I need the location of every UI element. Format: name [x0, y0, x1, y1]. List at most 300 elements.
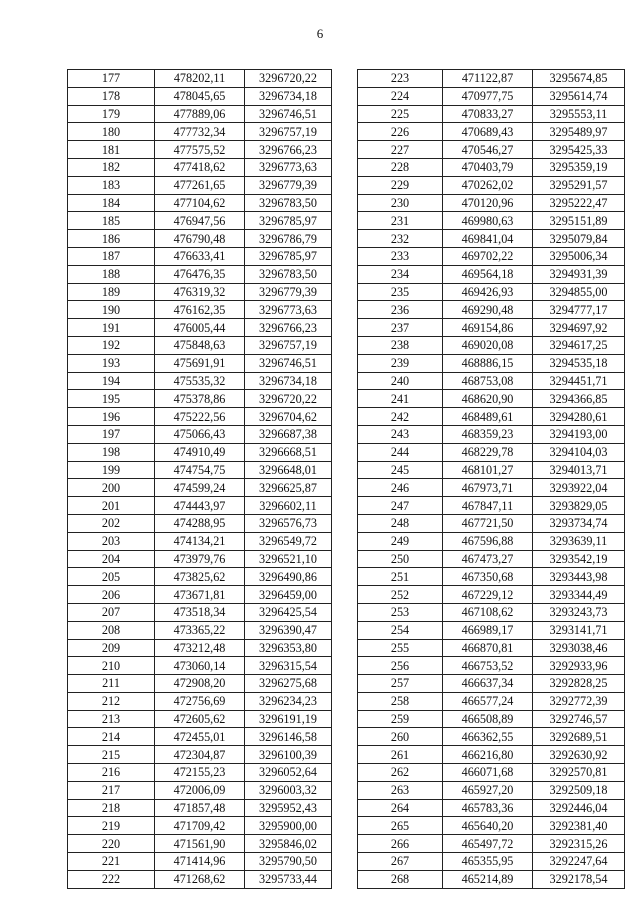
table-row	[358, 336, 625, 354]
y-coordinate-cell: 3293038,46	[533, 639, 625, 657]
x-coordinate-cell: 476790,48	[155, 230, 245, 248]
y-coordinate-cell: 3295553,11	[533, 105, 625, 123]
point-number-cell: 250	[358, 550, 443, 568]
x-coordinate-cell: 473825,62	[155, 568, 245, 586]
table-row	[68, 70, 332, 88]
x-coordinate-cell: 471709,42	[155, 817, 245, 835]
table-row	[358, 479, 625, 497]
y-coordinate-cell: 3292772,39	[533, 692, 625, 710]
x-coordinate-cell: 468753,08	[443, 372, 533, 390]
table-row	[68, 283, 332, 301]
x-coordinate-cell: 470403,79	[443, 158, 533, 176]
point-number-cell: 236	[358, 301, 443, 319]
point-number-cell: 263	[358, 781, 443, 799]
point-number-cell: 225	[358, 105, 443, 123]
point-number-cell: 200	[68, 479, 155, 497]
point-number-cell: 198	[68, 443, 155, 461]
y-coordinate-cell: 3296766,23	[245, 141, 332, 159]
x-coordinate-cell: 470546,27	[443, 141, 533, 159]
y-coordinate-cell: 3292933,96	[533, 657, 625, 675]
y-coordinate-cell: 3295900,00	[245, 817, 332, 835]
table-row	[358, 835, 625, 853]
x-coordinate-cell: 470977,75	[443, 87, 533, 105]
x-coordinate-cell: 472304,87	[155, 746, 245, 764]
y-coordinate-cell: 3296783,50	[245, 265, 332, 283]
point-number-cell: 265	[358, 817, 443, 835]
y-coordinate-cell: 3296353,80	[245, 639, 332, 657]
table-row	[68, 586, 332, 604]
point-number-cell: 217	[68, 781, 155, 799]
table-row	[68, 247, 332, 265]
x-coordinate-cell: 474443,97	[155, 497, 245, 515]
y-coordinate-cell: 3296773,63	[245, 158, 332, 176]
table-row	[68, 799, 332, 817]
x-coordinate-cell: 465640,20	[443, 817, 533, 835]
y-coordinate-cell: 3296648,01	[245, 461, 332, 479]
x-coordinate-cell: 466216,80	[443, 746, 533, 764]
point-number-cell: 183	[68, 176, 155, 194]
y-coordinate-cell: 3296602,11	[245, 497, 332, 515]
table-row	[68, 390, 332, 408]
x-coordinate-cell: 477418,62	[155, 158, 245, 176]
y-coordinate-cell: 3295614,74	[533, 87, 625, 105]
y-coordinate-cell: 3292178,54	[533, 870, 625, 888]
table-row	[68, 603, 332, 621]
point-number-cell: 177	[68, 70, 155, 88]
point-number-cell: 224	[358, 87, 443, 105]
coordinates-table-right	[357, 69, 625, 889]
y-coordinate-cell: 3296734,18	[245, 372, 332, 390]
x-coordinate-cell: 477889,06	[155, 105, 245, 123]
point-number-cell: 188	[68, 265, 155, 283]
y-coordinate-cell: 3296668,51	[245, 443, 332, 461]
table-row	[358, 105, 625, 123]
table-row	[68, 479, 332, 497]
y-coordinate-cell: 3296425,54	[245, 603, 332, 621]
x-coordinate-cell: 466753,52	[443, 657, 533, 675]
x-coordinate-cell: 478202,11	[155, 70, 245, 88]
table-row	[68, 728, 332, 746]
point-number-cell: 248	[358, 514, 443, 532]
y-coordinate-cell: 3292746,57	[533, 710, 625, 728]
x-coordinate-cell: 468489,61	[443, 408, 533, 426]
table-row	[358, 675, 625, 693]
table-row	[358, 158, 625, 176]
y-coordinate-cell: 3294451,71	[533, 372, 625, 390]
x-coordinate-cell: 474599,24	[155, 479, 245, 497]
x-coordinate-cell: 475066,43	[155, 425, 245, 443]
y-coordinate-cell: 3296687,38	[245, 425, 332, 443]
point-number-cell: 178	[68, 87, 155, 105]
point-number-cell: 237	[358, 319, 443, 337]
point-number-cell: 195	[68, 390, 155, 408]
y-coordinate-cell: 3296275,68	[245, 675, 332, 693]
y-coordinate-cell: 3296576,73	[245, 514, 332, 532]
y-coordinate-cell: 3296783,50	[245, 194, 332, 212]
table-row	[358, 657, 625, 675]
table-row	[68, 639, 332, 657]
point-number-cell: 267	[358, 853, 443, 871]
y-coordinate-cell: 3296146,58	[245, 728, 332, 746]
point-number-cell: 226	[358, 123, 443, 141]
x-coordinate-cell: 476319,32	[155, 283, 245, 301]
table-row	[68, 675, 332, 693]
table-row	[68, 408, 332, 426]
point-number-cell: 234	[358, 265, 443, 283]
table-row	[358, 194, 625, 212]
y-coordinate-cell: 3294366,85	[533, 390, 625, 408]
table-row	[68, 158, 332, 176]
table-row	[358, 319, 625, 337]
y-coordinate-cell: 3295079,84	[533, 230, 625, 248]
x-coordinate-cell: 470689,43	[443, 123, 533, 141]
x-coordinate-cell: 466637,34	[443, 675, 533, 693]
table-row	[358, 817, 625, 835]
y-coordinate-cell: 3295733,44	[245, 870, 332, 888]
point-number-cell: 206	[68, 586, 155, 604]
y-coordinate-cell: 3294104,03	[533, 443, 625, 461]
x-coordinate-cell: 478045,65	[155, 87, 245, 105]
table-row	[358, 639, 625, 657]
point-number-cell: 230	[358, 194, 443, 212]
table-row	[68, 514, 332, 532]
y-coordinate-cell: 3294535,18	[533, 354, 625, 372]
table-row	[358, 586, 625, 604]
x-coordinate-cell: 473060,14	[155, 657, 245, 675]
x-coordinate-cell: 473365,22	[155, 621, 245, 639]
table-row	[68, 336, 332, 354]
x-coordinate-cell: 473518,34	[155, 603, 245, 621]
y-coordinate-cell: 3296746,51	[245, 105, 332, 123]
x-coordinate-cell: 468229,78	[443, 443, 533, 461]
y-coordinate-cell: 3296766,23	[245, 319, 332, 337]
x-coordinate-cell: 471414,96	[155, 853, 245, 871]
y-coordinate-cell: 3296779,39	[245, 176, 332, 194]
table-row	[358, 853, 625, 871]
y-coordinate-cell: 3296704,62	[245, 408, 332, 426]
point-number-cell: 231	[358, 212, 443, 230]
table-row	[68, 657, 332, 675]
x-coordinate-cell: 469426,93	[443, 283, 533, 301]
y-coordinate-cell: 3292689,51	[533, 728, 625, 746]
point-number-cell: 193	[68, 354, 155, 372]
point-number-cell: 203	[68, 532, 155, 550]
y-coordinate-cell: 3294855,00	[533, 283, 625, 301]
y-coordinate-cell: 3296746,51	[245, 354, 332, 372]
table-row	[358, 301, 625, 319]
y-coordinate-cell: 3296757,19	[245, 123, 332, 141]
point-number-cell: 214	[68, 728, 155, 746]
table-row	[68, 781, 332, 799]
table-row	[358, 141, 625, 159]
table-row	[358, 425, 625, 443]
point-number-cell: 223	[358, 70, 443, 88]
x-coordinate-cell: 466870,81	[443, 639, 533, 657]
table-body	[358, 70, 625, 889]
point-number-cell: 266	[358, 835, 443, 853]
point-number-cell: 252	[358, 586, 443, 604]
table-row	[68, 123, 332, 141]
x-coordinate-cell: 476005,44	[155, 319, 245, 337]
x-coordinate-cell: 468886,15	[443, 354, 533, 372]
table-row	[358, 265, 625, 283]
x-coordinate-cell: 474754,75	[155, 461, 245, 479]
y-coordinate-cell: 3296521,10	[245, 550, 332, 568]
y-coordinate-cell: 3295846,02	[245, 835, 332, 853]
y-coordinate-cell: 3292509,18	[533, 781, 625, 799]
table-row	[68, 853, 332, 871]
table-row	[68, 372, 332, 390]
point-number-cell: 253	[358, 603, 443, 621]
table-row	[358, 408, 625, 426]
point-number-cell: 246	[358, 479, 443, 497]
x-coordinate-cell: 470262,02	[443, 176, 533, 194]
point-number-cell: 235	[358, 283, 443, 301]
y-coordinate-cell: 3295291,57	[533, 176, 625, 194]
x-coordinate-cell: 475535,32	[155, 372, 245, 390]
x-coordinate-cell: 469290,48	[443, 301, 533, 319]
point-number-cell: 222	[68, 870, 155, 888]
y-coordinate-cell: 3294697,92	[533, 319, 625, 337]
y-coordinate-cell: 3296100,39	[245, 746, 332, 764]
table-row	[68, 870, 332, 888]
y-coordinate-cell: 3295006,34	[533, 247, 625, 265]
y-coordinate-cell: 3294777,17	[533, 301, 625, 319]
point-number-cell: 257	[358, 675, 443, 693]
table-row	[68, 265, 332, 283]
point-number-cell: 212	[68, 692, 155, 710]
table-row	[358, 87, 625, 105]
x-coordinate-cell: 467350,68	[443, 568, 533, 586]
table-row	[358, 692, 625, 710]
point-number-cell: 245	[358, 461, 443, 479]
y-coordinate-cell: 3293243,73	[533, 603, 625, 621]
table-row	[68, 692, 332, 710]
table-row	[68, 764, 332, 782]
y-coordinate-cell: 3295674,85	[533, 70, 625, 88]
y-coordinate-cell: 3295151,89	[533, 212, 625, 230]
table-row	[68, 835, 332, 853]
y-coordinate-cell: 3296786,79	[245, 230, 332, 248]
x-coordinate-cell: 475848,63	[155, 336, 245, 354]
table-row	[68, 105, 332, 123]
x-coordinate-cell: 477732,34	[155, 123, 245, 141]
y-coordinate-cell: 3295425,33	[533, 141, 625, 159]
y-coordinate-cell: 3293344,49	[533, 586, 625, 604]
point-number-cell: 228	[358, 158, 443, 176]
point-number-cell: 192	[68, 336, 155, 354]
y-coordinate-cell: 3293639,11	[533, 532, 625, 550]
y-coordinate-cell: 3294931,39	[533, 265, 625, 283]
x-coordinate-cell: 475691,91	[155, 354, 245, 372]
y-coordinate-cell: 3296315,54	[245, 657, 332, 675]
x-coordinate-cell: 477575,52	[155, 141, 245, 159]
point-number-cell: 256	[358, 657, 443, 675]
point-number-cell: 194	[68, 372, 155, 390]
point-number-cell: 181	[68, 141, 155, 159]
point-number-cell: 239	[358, 354, 443, 372]
table-row	[68, 461, 332, 479]
table-row	[68, 230, 332, 248]
point-number-cell: 260	[358, 728, 443, 746]
table-row	[68, 176, 332, 194]
table-row	[358, 550, 625, 568]
x-coordinate-cell: 466362,55	[443, 728, 533, 746]
x-coordinate-cell: 466071,68	[443, 764, 533, 782]
table-row	[358, 799, 625, 817]
x-coordinate-cell: 466989,17	[443, 621, 533, 639]
y-coordinate-cell: 3296757,19	[245, 336, 332, 354]
x-coordinate-cell: 477104,62	[155, 194, 245, 212]
table-row	[358, 354, 625, 372]
x-coordinate-cell: 476633,41	[155, 247, 245, 265]
point-number-cell: 205	[68, 568, 155, 586]
x-coordinate-cell: 473979,76	[155, 550, 245, 568]
y-coordinate-cell: 3295790,50	[245, 853, 332, 871]
x-coordinate-cell: 473671,81	[155, 586, 245, 604]
point-number-cell: 196	[68, 408, 155, 426]
point-number-cell: 242	[358, 408, 443, 426]
point-number-cell: 184	[68, 194, 155, 212]
y-coordinate-cell: 3296720,22	[245, 390, 332, 408]
point-number-cell: 180	[68, 123, 155, 141]
y-coordinate-cell: 3296490,86	[245, 568, 332, 586]
point-number-cell: 229	[358, 176, 443, 194]
table-row	[358, 70, 625, 88]
x-coordinate-cell: 472006,09	[155, 781, 245, 799]
point-number-cell: 209	[68, 639, 155, 657]
x-coordinate-cell: 474134,21	[155, 532, 245, 550]
point-number-cell: 249	[358, 532, 443, 550]
y-coordinate-cell: 3292828,25	[533, 675, 625, 693]
point-number-cell: 254	[358, 621, 443, 639]
y-coordinate-cell: 3292381,40	[533, 817, 625, 835]
point-number-cell: 190	[68, 301, 155, 319]
y-coordinate-cell: 3294013,71	[533, 461, 625, 479]
table-body	[68, 70, 332, 889]
x-coordinate-cell: 465355,95	[443, 853, 533, 871]
table-row	[358, 532, 625, 550]
x-coordinate-cell: 474288,95	[155, 514, 245, 532]
x-coordinate-cell: 469564,18	[443, 265, 533, 283]
point-number-cell: 218	[68, 799, 155, 817]
x-coordinate-cell: 476162,35	[155, 301, 245, 319]
point-number-cell: 216	[68, 764, 155, 782]
point-number-cell: 210	[68, 657, 155, 675]
point-number-cell: 243	[358, 425, 443, 443]
y-coordinate-cell: 3296773,63	[245, 301, 332, 319]
point-number-cell: 204	[68, 550, 155, 568]
table-row	[358, 764, 625, 782]
table-row	[358, 781, 625, 799]
coordinates-table-left	[67, 69, 332, 889]
table-row	[68, 212, 332, 230]
table-row	[68, 425, 332, 443]
point-number-cell: 244	[358, 443, 443, 461]
x-coordinate-cell: 468620,90	[443, 390, 533, 408]
table-row	[68, 443, 332, 461]
point-number-cell: 262	[358, 764, 443, 782]
point-number-cell: 182	[68, 158, 155, 176]
y-coordinate-cell: 3296234,23	[245, 692, 332, 710]
point-number-cell: 186	[68, 230, 155, 248]
point-number-cell: 191	[68, 319, 155, 337]
table-row	[68, 194, 332, 212]
y-coordinate-cell: 3296734,18	[245, 87, 332, 105]
x-coordinate-cell: 468359,23	[443, 425, 533, 443]
x-coordinate-cell: 467847,11	[443, 497, 533, 515]
y-coordinate-cell: 3296785,97	[245, 247, 332, 265]
x-coordinate-cell: 469154,86	[443, 319, 533, 337]
x-coordinate-cell: 469020,08	[443, 336, 533, 354]
point-number-cell: 220	[68, 835, 155, 853]
x-coordinate-cell: 477261,65	[155, 176, 245, 194]
x-coordinate-cell: 467721,50	[443, 514, 533, 532]
table-row	[358, 728, 625, 746]
table-row	[68, 532, 332, 550]
x-coordinate-cell: 467229,12	[443, 586, 533, 604]
point-number-cell: 185	[68, 212, 155, 230]
table-row	[358, 283, 625, 301]
y-coordinate-cell: 3296052,64	[245, 764, 332, 782]
point-number-cell: 255	[358, 639, 443, 657]
point-number-cell: 211	[68, 675, 155, 693]
point-number-cell: 179	[68, 105, 155, 123]
table-row	[358, 568, 625, 586]
y-coordinate-cell: 3296191,19	[245, 710, 332, 728]
table-row	[68, 621, 332, 639]
y-coordinate-cell: 3292247,64	[533, 853, 625, 871]
y-coordinate-cell: 3292630,92	[533, 746, 625, 764]
point-number-cell: 219	[68, 817, 155, 835]
y-coordinate-cell: 3295222,47	[533, 194, 625, 212]
x-coordinate-cell: 475378,86	[155, 390, 245, 408]
point-number-cell: 227	[358, 141, 443, 159]
table-row	[358, 247, 625, 265]
y-coordinate-cell: 3296390,47	[245, 621, 332, 639]
point-number-cell: 215	[68, 746, 155, 764]
x-coordinate-cell: 467108,62	[443, 603, 533, 621]
x-coordinate-cell: 469980,63	[443, 212, 533, 230]
table-row	[358, 176, 625, 194]
x-coordinate-cell: 471122,87	[443, 70, 533, 88]
table-row	[68, 746, 332, 764]
x-coordinate-cell: 474910,49	[155, 443, 245, 461]
x-coordinate-cell: 468101,27	[443, 461, 533, 479]
x-coordinate-cell: 471857,48	[155, 799, 245, 817]
table-row	[68, 354, 332, 372]
y-coordinate-cell: 3296779,39	[245, 283, 332, 301]
x-coordinate-cell: 472908,20	[155, 675, 245, 693]
x-coordinate-cell: 465783,36	[443, 799, 533, 817]
point-number-cell: 207	[68, 603, 155, 621]
x-coordinate-cell: 472455,01	[155, 728, 245, 746]
y-coordinate-cell: 3295952,43	[245, 799, 332, 817]
table-row	[68, 817, 332, 835]
y-coordinate-cell: 3296720,22	[245, 70, 332, 88]
y-coordinate-cell: 3296549,72	[245, 532, 332, 550]
point-number-cell: 187	[68, 247, 155, 265]
table-row	[358, 390, 625, 408]
x-coordinate-cell: 471268,62	[155, 870, 245, 888]
y-coordinate-cell: 3296459,00	[245, 586, 332, 604]
point-number-cell: 240	[358, 372, 443, 390]
table-row	[358, 710, 625, 728]
table-row	[358, 443, 625, 461]
point-number-cell: 213	[68, 710, 155, 728]
y-coordinate-cell: 3294280,61	[533, 408, 625, 426]
x-coordinate-cell: 466577,24	[443, 692, 533, 710]
